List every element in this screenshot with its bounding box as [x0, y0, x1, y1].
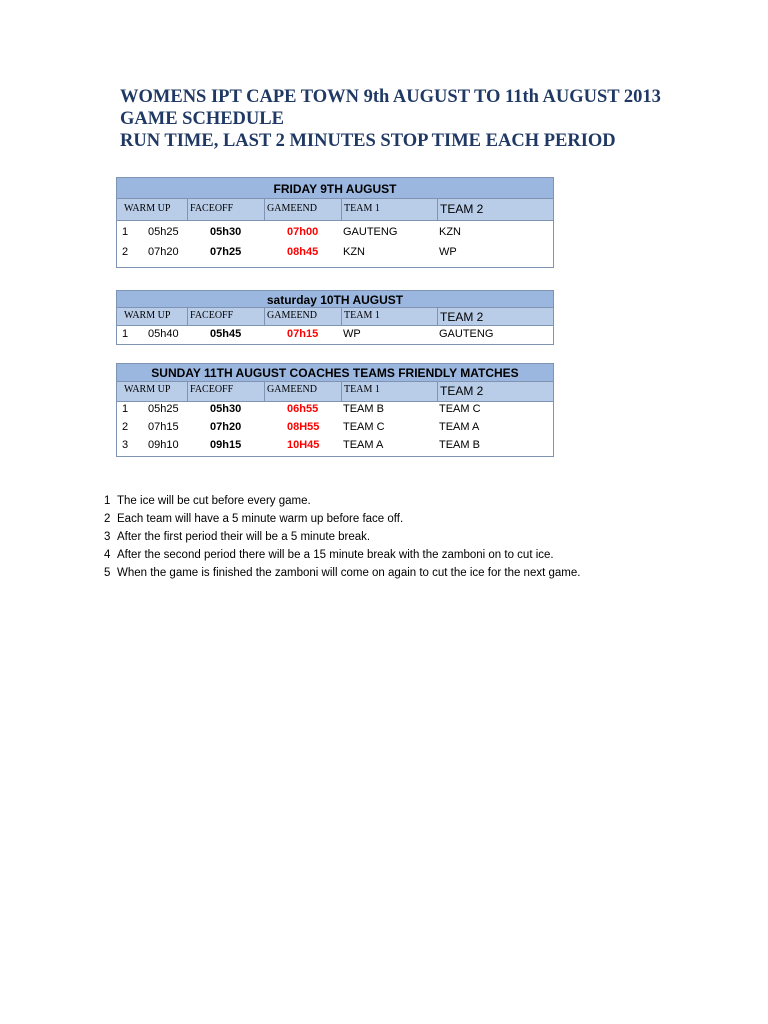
team-2: GAUTENG [439, 328, 494, 340]
table-row [117, 439, 553, 457]
title-line-2: GAME SCHEDULE [120, 109, 284, 129]
faceoff-time: 05h30 [210, 403, 242, 415]
note-number: 1 [104, 495, 111, 507]
list-item [104, 510, 580, 528]
gameend-time: 08h45 [287, 246, 319, 258]
table-row [117, 226, 553, 248]
col-team2: TEAM 2 [437, 199, 555, 220]
faceoff-time: 05h30 [210, 226, 242, 238]
list-item [104, 528, 580, 546]
team-2: WP [439, 246, 457, 258]
note-text: Each team will have a 5 minute warm up before face off. [117, 513, 404, 525]
table-row [117, 328, 553, 346]
title-line-1: WOMENS IPT CAPE TOWN 9th AUGUST TO 11th AUGUST 2013 [120, 87, 661, 107]
table-row [117, 403, 553, 421]
team-2: TEAM C [439, 403, 481, 415]
team-1: TEAM B [343, 403, 384, 415]
list-item [104, 492, 580, 510]
schedule-body [116, 402, 554, 457]
game-number: 1 [122, 328, 129, 340]
game-number: 1 [122, 226, 129, 238]
schedule-heading: SUNDAY 11TH AUGUST COACHES TEAMS FRIENDLY MATCHES [116, 363, 554, 382]
schedule-heading: FRIDAY 9TH AUGUST [116, 177, 554, 199]
col-faceoff: FACEOFF [187, 199, 264, 220]
note-text: The ice will be cut before every game. [117, 495, 311, 507]
faceoff-time: 05h45 [210, 328, 242, 340]
note-text: After the second period there will be a 15 minute break with the zamboni on to cut ice. [117, 549, 554, 561]
faceoff-time: 07h20 [210, 421, 242, 433]
col-gameend: GAMEEND [264, 382, 341, 401]
game-number: 2 [122, 246, 129, 258]
note-text: When the game is finished the zamboni will come on again to cut the ice for the next game. [117, 567, 581, 579]
column-headers [116, 308, 554, 326]
gameend-time: 06h55 [287, 403, 319, 415]
col-gameend: GAMEEND [264, 308, 341, 325]
schedule-friday [116, 177, 554, 268]
game-number: 1 [122, 403, 129, 415]
table-row [117, 421, 553, 439]
game-number: 3 [122, 439, 129, 451]
team-1: TEAM A [343, 439, 384, 451]
col-team2: TEAM 2 [437, 382, 555, 401]
col-team2: TEAM 2 [437, 308, 555, 325]
notes-list [104, 492, 580, 582]
team-1: TEAM C [343, 421, 385, 433]
note-number: 3 [104, 531, 111, 543]
warmup-time: 05h40 [148, 328, 179, 340]
note-text: After the first period their will be a 5 minute break. [117, 531, 371, 543]
warmup-time: 05h25 [148, 403, 179, 415]
col-warmup: WARM UP [124, 310, 171, 321]
team-2: TEAM B [439, 439, 480, 451]
team-1: KZN [343, 246, 365, 258]
schedule-heading: saturday 10TH AUGUST [116, 290, 554, 308]
gameend-time: 07h00 [287, 226, 319, 238]
col-team1: TEAM 1 [341, 308, 437, 325]
col-faceoff: FACEOFF [187, 382, 264, 401]
col-team1: TEAM 1 [341, 199, 437, 220]
col-faceoff: FACEOFF [187, 308, 264, 325]
schedule-saturday [116, 290, 554, 345]
note-number: 2 [104, 513, 111, 525]
warmup-time: 07h15 [148, 421, 179, 433]
col-warmup: WARM UP [124, 384, 171, 395]
schedule-body [116, 326, 554, 345]
team-1: GAUTENG [343, 226, 398, 238]
note-number: 5 [104, 567, 111, 579]
faceoff-time: 07h25 [210, 246, 242, 258]
list-item [104, 564, 580, 582]
col-warmup: WARM UP [124, 203, 171, 214]
warmup-time: 09h10 [148, 439, 179, 451]
warmup-time: 07h20 [148, 246, 179, 258]
list-item [104, 546, 580, 564]
title-line-3: RUN TIME, LAST 2 MINUTES STOP TIME EACH PERIOD [120, 131, 616, 151]
table-row [117, 246, 553, 268]
col-team1: TEAM 1 [341, 382, 437, 401]
col-gameend: GAMEEND [264, 199, 341, 220]
gameend-time: 08H55 [287, 421, 320, 433]
team-2: KZN [439, 226, 461, 238]
faceoff-time: 09h15 [210, 439, 242, 451]
team-1: WP [343, 328, 361, 340]
schedule-body [116, 221, 554, 268]
warmup-time: 05h25 [148, 226, 179, 238]
team-2: TEAM A [439, 421, 480, 433]
gameend-time: 07h15 [287, 328, 319, 340]
game-number: 2 [122, 421, 129, 433]
column-headers [116, 199, 554, 221]
schedule-sunday [116, 363, 554, 457]
document-title [120, 86, 740, 152]
note-number: 4 [104, 549, 111, 561]
gameend-time: 10H45 [287, 439, 320, 451]
column-headers [116, 382, 554, 402]
